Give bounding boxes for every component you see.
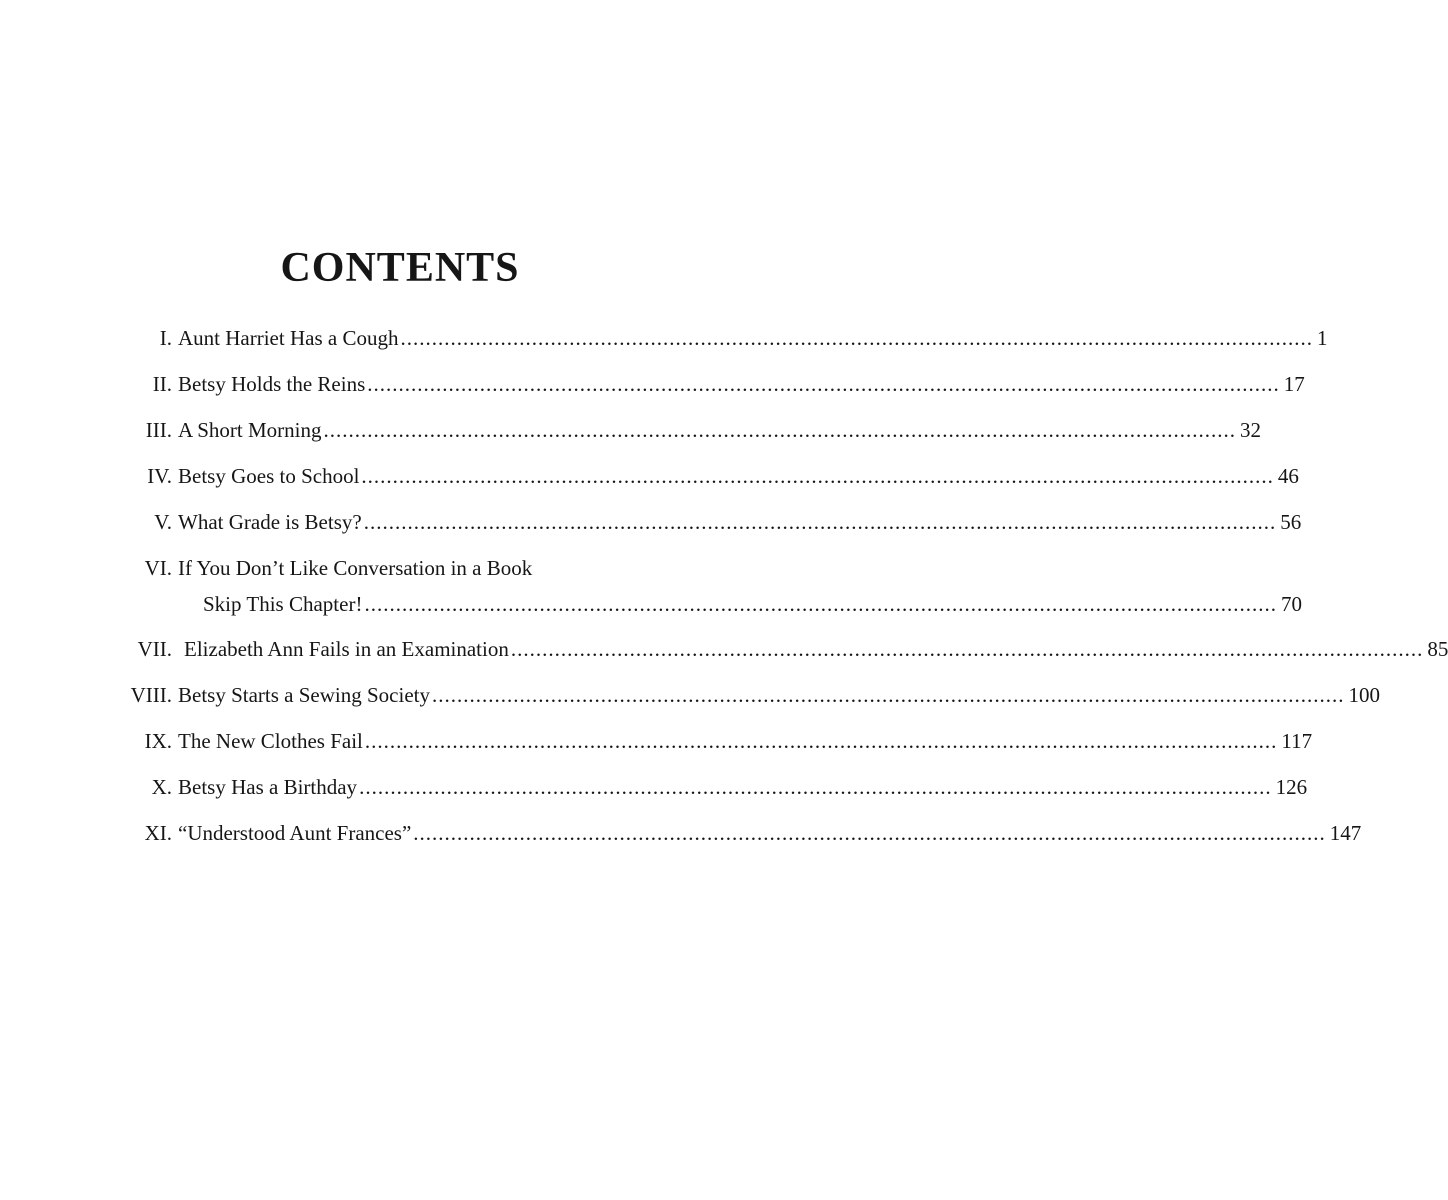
chapter-title: Elizabeth Ann Fails in an Examination [184,637,509,661]
dot-leader: .................................................................................................................................................. [510,637,1424,661]
toc-entry-10[interactable] [0,772,1308,802]
chapter-title: Betsy Holds the Reins [178,372,366,396]
page-number: 100 [1348,683,1380,707]
dot-leader: .................................................................................................................................................. [367,372,1280,396]
toc-entry-5[interactable] [0,507,1302,537]
page-title: CONTENTS [280,245,520,291]
chapter-title-line-2: Skip This Chapter! [203,592,363,616]
toc-entry-6[interactable] [0,553,800,583]
chapter-title: Betsy Goes to School [178,464,360,488]
toc-entry-11[interactable] [0,818,1362,848]
page-number: 85 [1427,637,1448,661]
dot-leader: .................................................................................................................................................. [323,418,1237,442]
chapter-title: Betsy Starts a Sewing Society [178,683,430,707]
dot-leader: .................................................................................................................................................. [363,510,1277,534]
toc-entry-7[interactable] [0,634,1448,664]
chapter-title: Betsy Has a Birthday [178,775,358,799]
chapter-numeral: IX. [144,729,172,753]
toc-entry-8[interactable] [0,680,1380,710]
chapter-numeral: X. [151,775,172,799]
dot-leader: .................................................................................................................................................. [400,326,1313,350]
page-number: 1 [1316,326,1328,350]
dot-leader: .................................................................................................................................................. [364,592,1277,616]
dot-leader: .................................................................................................................................................. [361,464,1274,488]
chapter-numeral: VI. [144,556,172,580]
toc-entry-1[interactable] [0,323,1328,353]
toc-entry-6-continued[interactable] [0,589,1302,619]
toc-entry-2[interactable] [0,369,1305,399]
page-number: 17 [1283,372,1305,396]
chapter-title: What Grade is Betsy? [178,510,362,534]
chapter-numeral: VIII. [130,683,172,707]
toc-entry-4[interactable] [0,461,1299,491]
chapter-title: “Understood Aunt Frances” [178,821,412,845]
dot-leader: .................................................................................................................................................. [431,683,1345,707]
page-number: 117 [1281,729,1313,753]
chapter-title: The New Clothes Fail [178,729,363,753]
chapter-numeral: V. [154,510,172,534]
toc-entry-3[interactable] [0,415,1262,445]
chapter-title: A Short Morning [178,418,322,442]
page-number: 32 [1240,418,1262,442]
chapter-numeral: XI. [144,821,172,845]
chapter-title: Aunt Harriet Has a Cough [178,326,399,350]
chapter-numeral: III. [145,418,172,442]
chapter-numeral: VII. [137,637,172,661]
chapter-title-line-1: If You Don’t Like Conversation in a Book [178,556,533,580]
page-number: 70 [1280,592,1302,616]
page-number: 126 [1275,775,1308,799]
page-number: 56 [1280,510,1302,534]
dot-leader: .................................................................................................................................................. [359,775,1272,799]
toc-entry-9[interactable] [0,726,1313,756]
chapter-numeral: II. [152,372,172,396]
chapter-numeral: I. [159,326,172,350]
dot-leader: .................................................................................................................................................. [413,821,1326,845]
chapter-numeral: IV. [147,464,172,488]
page-number: 147 [1329,821,1362,845]
page-number: 46 [1277,464,1299,488]
dot-leader: .................................................................................................................................................. [364,729,1278,753]
